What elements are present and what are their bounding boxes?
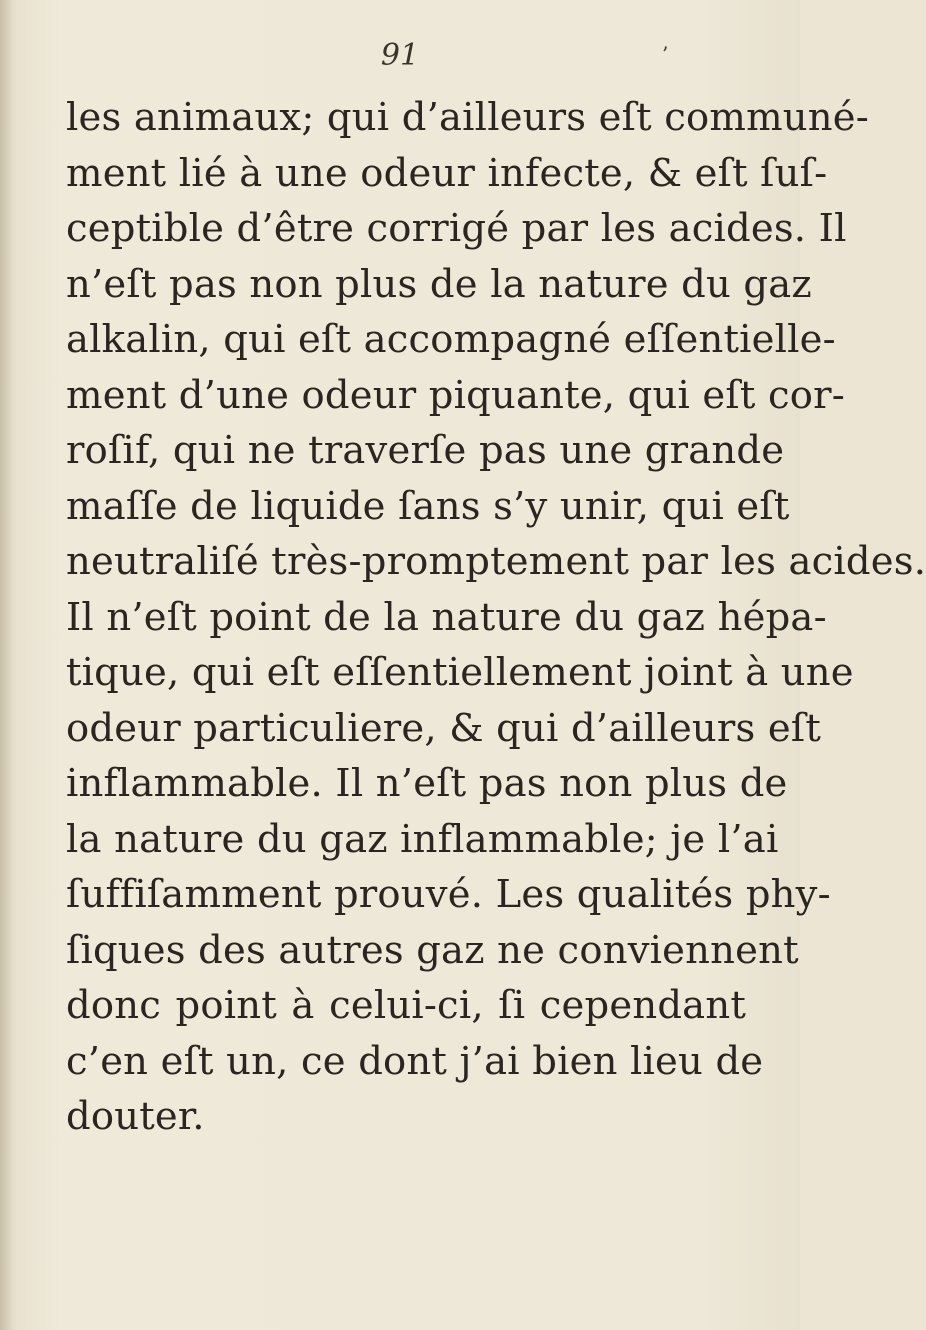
text-line: odeur particuliere, & qui d’ailleurs eſt [66, 705, 822, 751]
text-line: Il n’eſt point de la nature du gaz hépa- [66, 594, 827, 640]
text-line-last: douter. [66, 1094, 205, 1139]
text-line: ment lié à une odeur infecte, & eſt ſuſ- [66, 150, 828, 196]
text-line: c’en eſt un, ce dont j’ai bien lieu de [66, 1038, 764, 1084]
text-line: roſif, qui ne traverſe pas une grande [66, 428, 785, 473]
text-line: maſſe de liquide ſans s’y unir, qui eſt [66, 483, 790, 529]
text-line: alkalin, qui eſt accompagné eſſentielle- [66, 317, 836, 362]
page-binding-edge [0, 0, 12, 1330]
text-line: la nature du gaz inflammable; je l’ai [66, 816, 779, 862]
page-header [0, 38, 800, 86]
text-line: ſiques des autres gaz ne conviennent [66, 927, 799, 973]
text-line: ment d’une odeur piquante, qui eſt cor- [66, 372, 845, 418]
body-text [66, 90, 926, 1145]
header-mark: ’ [662, 42, 669, 66]
text-line: tique, qui eſt eſſentiellement joint à une [66, 650, 854, 695]
text-line: inflammable. Il n’eſt pas non plus de [66, 761, 788, 806]
text-line: ceptible d’être corrigé par les acides. Il [66, 206, 847, 251]
text-line: n’eſt pas non plus de la nature du gaz [66, 261, 812, 307]
text-line: les animaux; qui d’ailleurs eſt communé- [66, 95, 869, 140]
text-line: donc point à celui-ci, ſi cependant [66, 983, 746, 1028]
page-number: 91 [380, 38, 420, 73]
text-line: neutraliſé très-promptement par les acides. [66, 539, 926, 584]
text-line: ſuffiſamment prouvé. Les qualités phy- [66, 872, 831, 917]
